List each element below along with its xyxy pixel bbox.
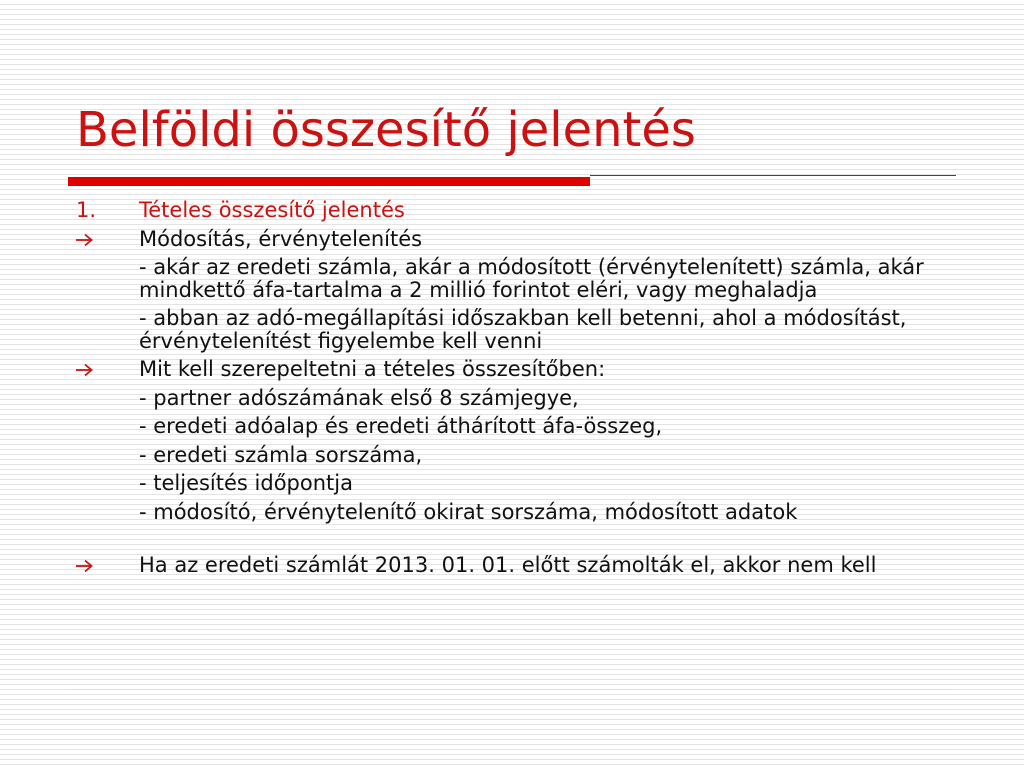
- numbered-item: [0, 199, 956, 222]
- item-text: - partner adószámának első 8 számjegye,: [139, 385, 579, 410]
- footer-divider: [68, 689, 956, 690]
- item-text: - eredeti adóalap és eredeti áthárított áfa-összeg,: [139, 414, 663, 438]
- right-arrow-icon: [75, 559, 95, 573]
- item-text: Módosítás, érvénytelenítés: [139, 226, 423, 251]
- sub-item: [0, 501, 956, 524]
- item-text: Tételes összesítő jelentés: [139, 198, 405, 222]
- title-underline-thin: [590, 175, 956, 176]
- slide-body: [0, 199, 1024, 577]
- item-text: - teljesítés időpontja: [139, 471, 353, 495]
- title-underline-thick: [68, 177, 590, 186]
- item-text: Mit kell szerepeltetni a tételes összesítőben:: [139, 357, 606, 381]
- right-arrow-icon: [75, 233, 95, 247]
- sub-item: [0, 256, 956, 301]
- item-text: - módosító, érvénytelenítő okirat sorszáma, módosított adatok: [139, 499, 798, 524]
- right-arrow-icon: [75, 363, 95, 377]
- item-text: - eredeti számla sorszáma,: [139, 442, 423, 467]
- sub-item: [0, 387, 956, 410]
- sub-item: [0, 415, 956, 438]
- arrow-item: [0, 228, 956, 251]
- item-text: - abban az adó-megállapítási időszakban kell betenni, ahol a módosítást, érvénytelenítést figyelembe kell venni: [139, 306, 907, 353]
- arrow-item: [0, 554, 956, 577]
- item-text: - akár az eredeti számla, akár a módosított (érvénytelenített) számla, akár mindkettő áfa-tartalma a 2 millió forintot eléri, vagy meghaladja: [139, 255, 924, 302]
- sub-item: [0, 307, 956, 352]
- sub-item: [0, 444, 956, 467]
- item-text: Ha az eredeti számlát 2013. 01. 01. előtt számolták el, akkor nem kell: [139, 553, 877, 577]
- item-number: 1.: [76, 198, 97, 222]
- slide-title: Belföldi összesítő jelentés: [76, 102, 696, 158]
- sub-item: [0, 472, 956, 495]
- arrow-item: [0, 358, 956, 381]
